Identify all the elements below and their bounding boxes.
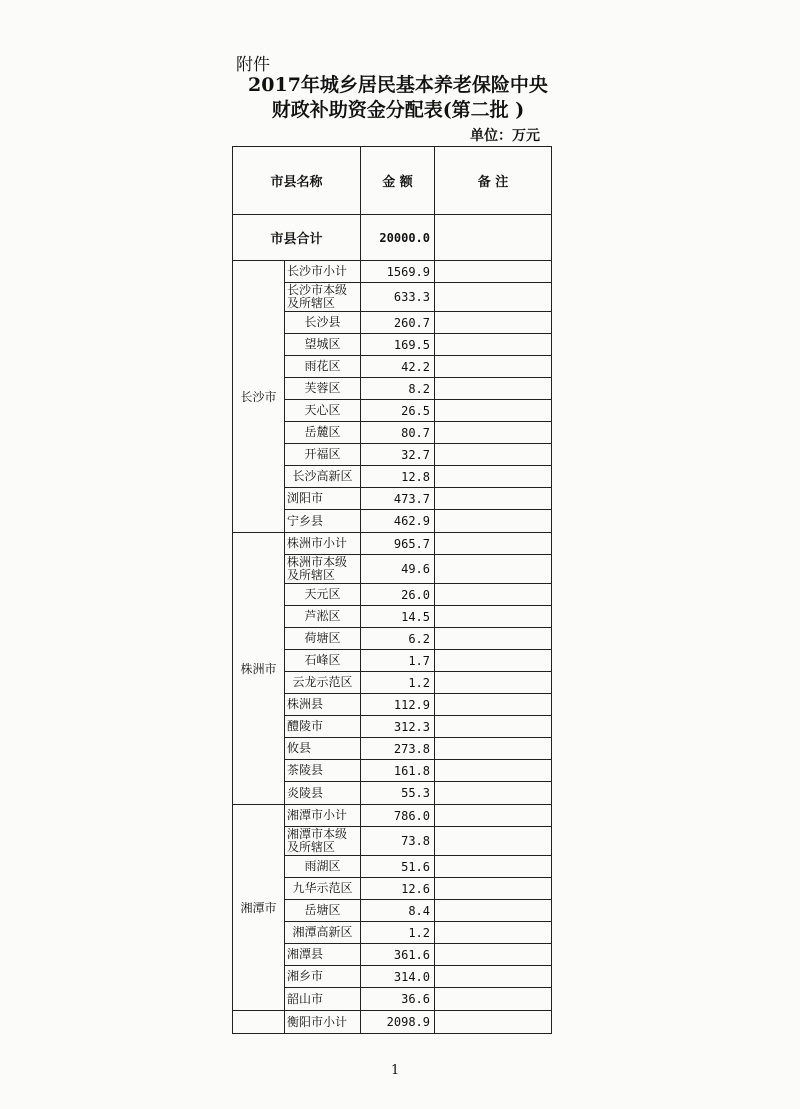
- district-amount: 51.6: [361, 856, 435, 877]
- district-name: 长沙县: [285, 312, 361, 333]
- district-amount: 786.0: [361, 805, 435, 826]
- district-name: 芦淞区: [285, 606, 361, 627]
- table-row: [285, 584, 551, 606]
- district-name: 长沙市小计: [285, 261, 361, 282]
- table-row: [285, 606, 551, 628]
- total-remark: [435, 215, 551, 260]
- table-row: [285, 672, 551, 694]
- table-row: [285, 1011, 551, 1033]
- district-name: 荷塘区: [285, 628, 361, 649]
- district-remark: [435, 628, 551, 649]
- district-remark: [435, 334, 551, 355]
- district-remark: [435, 966, 551, 987]
- total-label: 市县合计: [233, 215, 361, 260]
- district-amount: 273.8: [361, 738, 435, 759]
- district-amount: 6.2: [361, 628, 435, 649]
- district-amount: 12.8: [361, 466, 435, 487]
- table-row: [285, 716, 551, 738]
- city-group: [233, 1011, 551, 1033]
- district-remark: [435, 694, 551, 715]
- district-name: 浏阳市: [285, 488, 361, 509]
- table-row: [285, 782, 551, 804]
- district-remark: [435, 444, 551, 465]
- district-name: 望城区: [285, 334, 361, 355]
- district-name: 雨花区: [285, 356, 361, 377]
- table-row: [285, 334, 551, 356]
- city-groups: [233, 261, 551, 1033]
- district-remark: [435, 422, 551, 443]
- table-row: [285, 827, 551, 856]
- district-remark: [435, 878, 551, 899]
- district-remark: [435, 900, 551, 921]
- district-name: 雨湖区: [285, 856, 361, 877]
- district-remark: [435, 283, 551, 311]
- district-remark: [435, 584, 551, 605]
- district-remark: [435, 856, 551, 877]
- district-amount: 26.0: [361, 584, 435, 605]
- total-value: 20000.0: [361, 215, 435, 260]
- allocation-table: [232, 146, 552, 1034]
- district-amount: 36.6: [361, 988, 435, 1010]
- district-remark: [435, 312, 551, 333]
- document-title-line2: 财政补助资金分配表(第二批 ): [271, 99, 525, 121]
- district-name: 开福区: [285, 444, 361, 465]
- city-name: 湘潭市: [233, 805, 285, 1010]
- district-name: 衡阳市小计: [285, 1011, 361, 1033]
- district-remark: [435, 650, 551, 671]
- district-amount: 1569.9: [361, 261, 435, 282]
- district-amount: 314.0: [361, 966, 435, 987]
- table-row: [285, 760, 551, 782]
- district-remark: [435, 944, 551, 965]
- district-amount: 14.5: [361, 606, 435, 627]
- district-name: 湘乡市: [285, 966, 361, 987]
- district-amount: 55.3: [361, 782, 435, 804]
- table-row: [285, 444, 551, 466]
- district-name: 炎陵县: [285, 782, 361, 804]
- document-title-line1: 2017年城乡居民基本养老保险中央: [248, 74, 548, 96]
- district-amount: 80.7: [361, 422, 435, 443]
- city-group: [233, 261, 551, 533]
- attachment-label: 附件: [236, 55, 270, 75]
- table-row: [285, 312, 551, 334]
- table-header-row: [233, 147, 551, 215]
- city-name: [233, 1011, 285, 1033]
- district-remark: [435, 466, 551, 487]
- district-amount: 361.6: [361, 944, 435, 965]
- district-amount: 26.5: [361, 400, 435, 421]
- district-amount: 32.7: [361, 444, 435, 465]
- table-row: [285, 628, 551, 650]
- district-amount: 169.5: [361, 334, 435, 355]
- page-number: 1: [391, 1063, 400, 1078]
- district-amount: 112.9: [361, 694, 435, 715]
- table-row: [285, 738, 551, 760]
- table-row: [285, 650, 551, 672]
- district-name: 韶山市: [285, 988, 361, 1010]
- district-amount: 1.7: [361, 650, 435, 671]
- district-remark: [435, 356, 551, 377]
- district-amount: 1.2: [361, 922, 435, 943]
- district-remark: [435, 672, 551, 693]
- district-amount: 473.7: [361, 488, 435, 509]
- district-remark: [435, 782, 551, 804]
- table-row: [285, 466, 551, 488]
- district-amount: 312.3: [361, 716, 435, 737]
- table-row: [285, 283, 551, 312]
- table-row: [285, 356, 551, 378]
- district-amount: 12.6: [361, 878, 435, 899]
- district-name: 株洲市小计: [285, 533, 361, 554]
- table-row: [285, 488, 551, 510]
- district-name: 株洲县: [285, 694, 361, 715]
- district-remark: [435, 805, 551, 826]
- table-row: [285, 856, 551, 878]
- district-remark: [435, 922, 551, 943]
- district-amount: 462.9: [361, 510, 435, 532]
- district-amount: 2098.9: [361, 1011, 435, 1033]
- table-row: [285, 694, 551, 716]
- district-remark: [435, 555, 551, 583]
- table-row: [285, 878, 551, 900]
- district-amount: 42.2: [361, 356, 435, 377]
- city-name: 长沙市: [233, 261, 285, 532]
- district-name: 醴陵市: [285, 716, 361, 737]
- district-remark: [435, 716, 551, 737]
- district-amount: 965.7: [361, 533, 435, 554]
- table-row: [285, 400, 551, 422]
- district-name: 天元区: [285, 584, 361, 605]
- city-group: [233, 805, 551, 1011]
- district-remark: [435, 606, 551, 627]
- header-remark: 备 注: [477, 175, 509, 190]
- district-name: 岳塘区: [285, 900, 361, 921]
- district-name: 石峰区: [285, 650, 361, 671]
- district-remark: [435, 488, 551, 509]
- district-amount: 49.6: [361, 555, 435, 583]
- district-remark: [435, 510, 551, 532]
- district-remark: [435, 760, 551, 781]
- table-row: [285, 966, 551, 988]
- district-remark: [435, 378, 551, 399]
- district-name: 九华示范区: [285, 878, 361, 899]
- district-remark: [435, 827, 551, 855]
- district-name: 湘潭县: [285, 944, 361, 965]
- header-name: 市县名称: [233, 147, 361, 214]
- district-remark: [435, 738, 551, 759]
- district-name: 茶陵县: [285, 760, 361, 781]
- district-amount: 1.2: [361, 672, 435, 693]
- table-row: [285, 555, 551, 584]
- city-name: 株洲市: [233, 533, 285, 804]
- table-row: [285, 533, 551, 555]
- district-remark: [435, 261, 551, 282]
- district-name: 宁乡县: [285, 510, 361, 532]
- district-name: 长沙高新区: [285, 466, 361, 487]
- district-amount: 73.8: [361, 827, 435, 855]
- district-amount: 8.4: [361, 900, 435, 921]
- district-amount: 161.8: [361, 760, 435, 781]
- table-row: [285, 922, 551, 944]
- district-name: 芙蓉区: [285, 378, 361, 399]
- district-remark: [435, 988, 551, 1010]
- district-name: 天心区: [285, 400, 361, 421]
- district-name: 岳麓区: [285, 422, 361, 443]
- district-name: 湘潭高新区: [285, 922, 361, 943]
- total-row: [233, 215, 551, 261]
- table-row: [285, 510, 551, 532]
- table-row: [285, 900, 551, 922]
- header-amount: 金 额: [361, 147, 435, 214]
- district-remark: [435, 533, 551, 554]
- table-row: [285, 261, 551, 283]
- district-name: 长沙市本级及所辖区: [285, 283, 361, 311]
- unit-label: 单位：万元: [470, 128, 540, 144]
- table-row: [285, 422, 551, 444]
- district-name: 攸县: [285, 738, 361, 759]
- district-name: 株洲市本级及所辖区: [285, 555, 361, 583]
- district-name: 湘潭市本级及所辖区: [285, 827, 361, 855]
- district-name: 云龙示范区: [285, 672, 361, 693]
- table-row: [285, 805, 551, 827]
- table-row: [285, 378, 551, 400]
- district-name: 湘潭市小计: [285, 805, 361, 826]
- district-amount: 260.7: [361, 312, 435, 333]
- district-remark: [435, 400, 551, 421]
- table-row: [285, 944, 551, 966]
- district-amount: 633.3: [361, 283, 435, 311]
- table-row: [285, 988, 551, 1010]
- district-amount: 8.2: [361, 378, 435, 399]
- district-remark: [435, 1011, 551, 1033]
- city-group: [233, 533, 551, 805]
